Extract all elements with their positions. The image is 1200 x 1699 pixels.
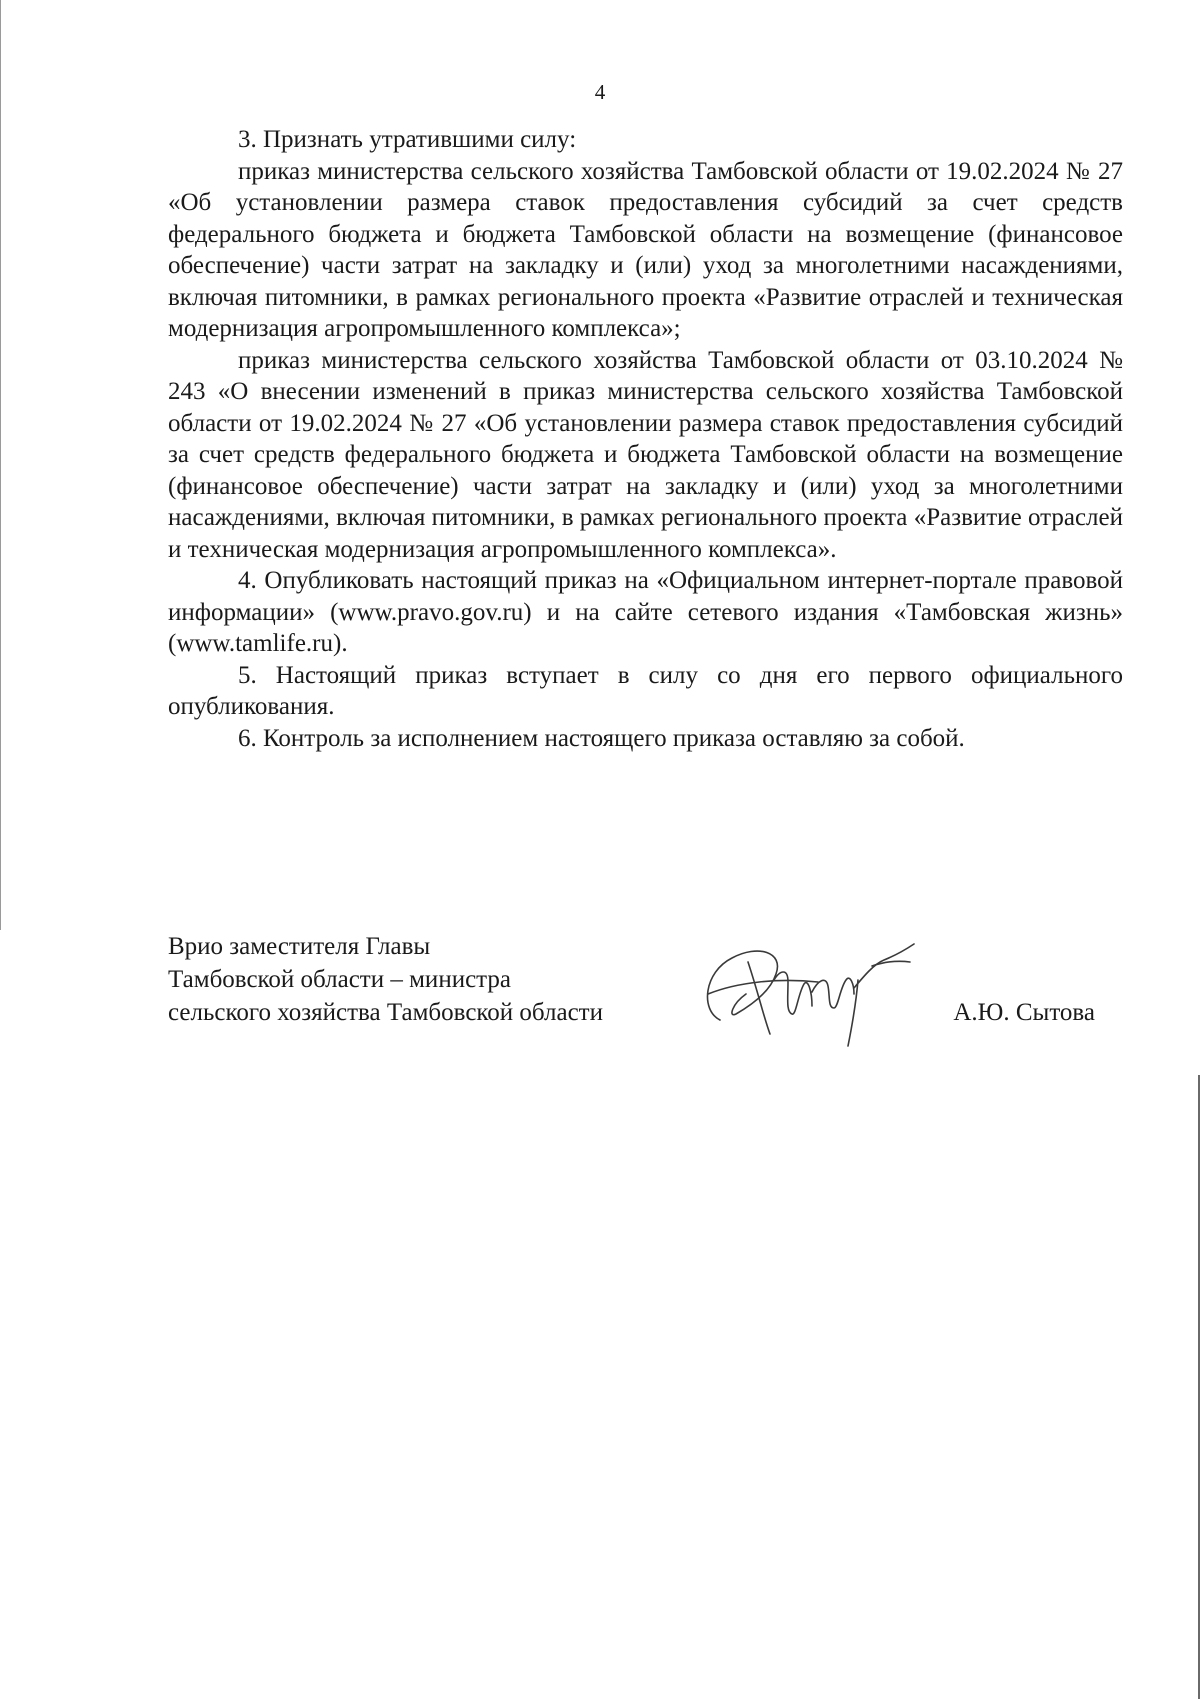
paragraph-3-heading: 3. Признать утратившими силу: (238, 126, 577, 153)
paragraph-revoked-order-2: приказ министерства сельского хозяйства Тамбовской области от 03.10.2024 № 243 «О внесении изменений в приказ министерства сельского хозяйства Тамбовской области от 19.02.2024 № 27 «Об установлении размера ставок предоставления субсидий за счет средств федерального бюджета и бюджета Тамбовской области на возмещение (финансовое обеспечение) части затрат на закладку и (или) уход за многолетними насаждениями, включая питомники, в рамках регионального проекта «Развитие отраслей и техническая модернизация агропромышленного комплекса». (168, 346, 1123, 563)
signatory-position-line: Тамбовской области – министра (168, 966, 511, 993)
paragraph-4-publish: 4. Опубликовать настоящий приказ на «Официальном интернет-портале правовой информации» (www.pravo.gov.ru) и на сайте сетевого издания «Тамбовская жизнь» (www.tamlife.ru). (168, 567, 1123, 657)
signature-block (168, 930, 1128, 1060)
signatory-position-line: сельского хозяйства Тамбовской области (168, 999, 603, 1026)
page-number: 4 (594, 80, 606, 104)
paragraph-revoked-order-1: приказ министерства сельского хозяйства Тамбовской области от 19.02.2024 № 27 «Об установлении размера ставок предоставления субсидий за счет средств федерального бюджета и бюджета Тамбовской области на возмещение (финансовое обеспечение) части затрат на закладку и (или) уход за многолетними насаждениями, включая питомники, в рамках регионального проекта «Развитие отраслей и техническая модернизация агропромышленного комплекса»; (168, 157, 1123, 342)
scan-edge-left (0, 0, 1, 930)
handwritten-signature (688, 922, 928, 1052)
document-body (168, 124, 1123, 754)
paragraph-5-effective: 5. Настоящий приказ вступает в силу со дня его первого официального опубликования. (168, 661, 1123, 720)
signatory-position-line: Врио заместителя Главы (168, 933, 431, 960)
signatory-position (168, 930, 688, 1029)
paragraph-6-control: 6. Контроль за исполнением настоящего приказа оставляю за собой. (238, 724, 965, 752)
signatory-name: А.Ю. Сытова (953, 999, 1095, 1026)
